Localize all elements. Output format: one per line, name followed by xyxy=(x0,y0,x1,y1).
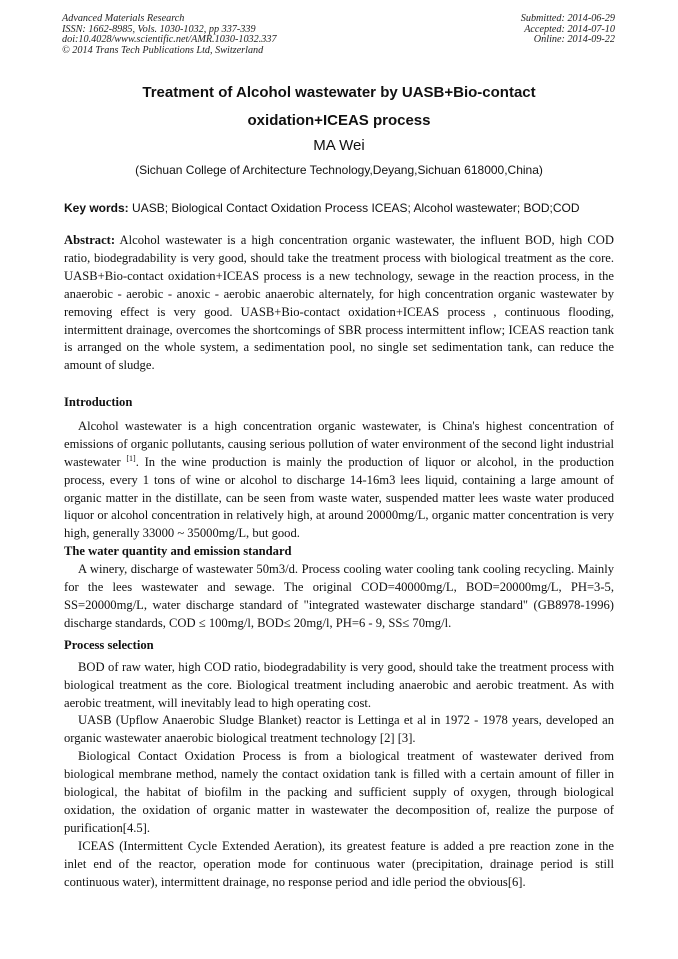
abstract-text: Alcohol wastewater is a high concentration organic wastewater, the influent BOD, high COD ratio, biodegradability is very good, should take the treatment process with biological treatment as the core. UASB+Bio-contact oxidation+ICEAS process is a new technology, sewage in the reaction process, in the anaerobic - aerobic - anoxic - aerobic anaerobic alternately, for high concentration organic wastewater by removing effect is very good. UASB+Bio-contact oxidation+ICEAS process , continuous flooding, intermittent drainage, overcomes the shortcomings of SBR process intermittent inflow; ICEAS reaction tank is arranged on the whole system, a sedimentation pool, no single set sedimentation tank, can reduce the amount of sludge. xyxy=(64,233,614,373)
process-paragraph-3: Biological Contact Oxidation Process is from a biological treatment of wastewater derived from biological membrane method, namely the contact oxidation tank is filled with a certain amount of filler in biological, the habitat of biofilm in the packing and sufficient supply of oxygen, through biological oxidation, the oxidation of organic matter in wastewater the decomposition of, realize the purpose of purification[4.5]. xyxy=(64,749,614,835)
keywords-label: Key words: xyxy=(64,201,129,215)
author-name: MA Wei xyxy=(313,137,365,154)
intro-text-b: . In the wine production is mainly the production of liquor or alcohol, in the production process, every 1 tons of wine or alcohol to discharge 14-16m3 lees liquid, containing a large amount of organic matter in the distillate, can be seen from waste water, suspended matter lees waste water produced liquor or alcohol concentration in relatively high, at around 20000mg/L, organic matter concentration is very high, generally 33000 ~ 35000mg/L, but good. xyxy=(64,454,614,541)
introduction-paragraph xyxy=(64,418,614,543)
title-line-1: Treatment of Alcohol wastewater by UASB+Bio-contact xyxy=(142,84,536,101)
author-affiliation: (Sichuan College of Architecture Technology,Deyang,Sichuan 618000,China) xyxy=(135,163,543,177)
submitted-date: Submitted: 2014-06-29 xyxy=(520,13,615,24)
publication-dates xyxy=(521,14,615,46)
process-selection-heading: Process selection xyxy=(64,637,154,652)
journal-doi: doi:10.4028/www.scientific.net/AMR.1030-1032.337 xyxy=(62,34,277,46)
introduction-section xyxy=(64,394,614,891)
journal-name: Advanced Materials Research xyxy=(62,13,185,24)
keywords-text: UASB; Biological Contact Oxidation Process ICEAS; Alcohol wastewater; BOD;COD xyxy=(128,201,580,215)
paper-title xyxy=(60,79,618,135)
online-date: Online: 2014-09-22 xyxy=(533,34,615,46)
journal-issn: ISSN: 1662-8985, Vols. 1030-1032, pp 337-339 xyxy=(62,23,256,35)
process-paragraph-2: UASB (Upflow Anaerobic Sludge Blanket) reactor is Lettinga et al in 1972 - 1978 years, developed an organic wastewater anaerobic biological treatment technology [2] [3]. xyxy=(64,713,614,746)
intro-text-a: Alcohol wastewater is a high concentration organic wastewater, is China's highest concentration of emissions of organic pollutants, causing serious pollution of water environment of the second light industrial wastewater xyxy=(64,418,614,469)
accepted-date: Accepted: 2014-07-10 xyxy=(524,23,615,35)
title-line-2: oxidation+ICEAS process xyxy=(247,112,431,129)
keywords xyxy=(64,200,624,216)
intro-citation: [1] xyxy=(126,453,136,463)
journal-copyright: © 2014 Trans Tech Publications Ltd, Switzerland xyxy=(62,44,264,56)
abstract-label: Abstract: xyxy=(64,233,116,247)
water-quantity-paragraph: A winery, discharge of wastewater 50m3/d. Process cooling water cooling tank cooling recycling. Mainly for the lees wastewater and sewage. The original COD=40000mg/L, BOD=20000mg/L, PH=3-5, SS=20000mg/L, water discharge standard of "integrated wastewater discharge standard" (GB8978-1996) discharge standards, COD ≤ 100mg/l, BOD≤ 20mg/l, PH=6 - 9, SS≤ 70mg/l. xyxy=(64,562,614,630)
introduction-heading: Introduction xyxy=(64,395,133,409)
water-quantity-heading: The water quantity and emission standard xyxy=(64,544,292,559)
process-paragraph-4: ICEAS (Intermittent Cycle Extended Aeration), its greatest feature is added a pre reaction zone in the inlet end of the reactor, operation mode for continuous water (precipitation, drainage period is still continuous water), intermittent drainage, no response period and idle period the obvious[6]. xyxy=(64,838,614,889)
process-paragraph-1: BOD of raw water, high COD ratio, biodegradability is very good, should take the treatment process with biological treatment as the core. Biological treatment including anaerobic and aerobic treatment. As with aerobic treatment, will inevitably lead to high operating cost. xyxy=(64,659,614,710)
journal-info xyxy=(62,14,277,56)
abstract xyxy=(64,232,614,375)
